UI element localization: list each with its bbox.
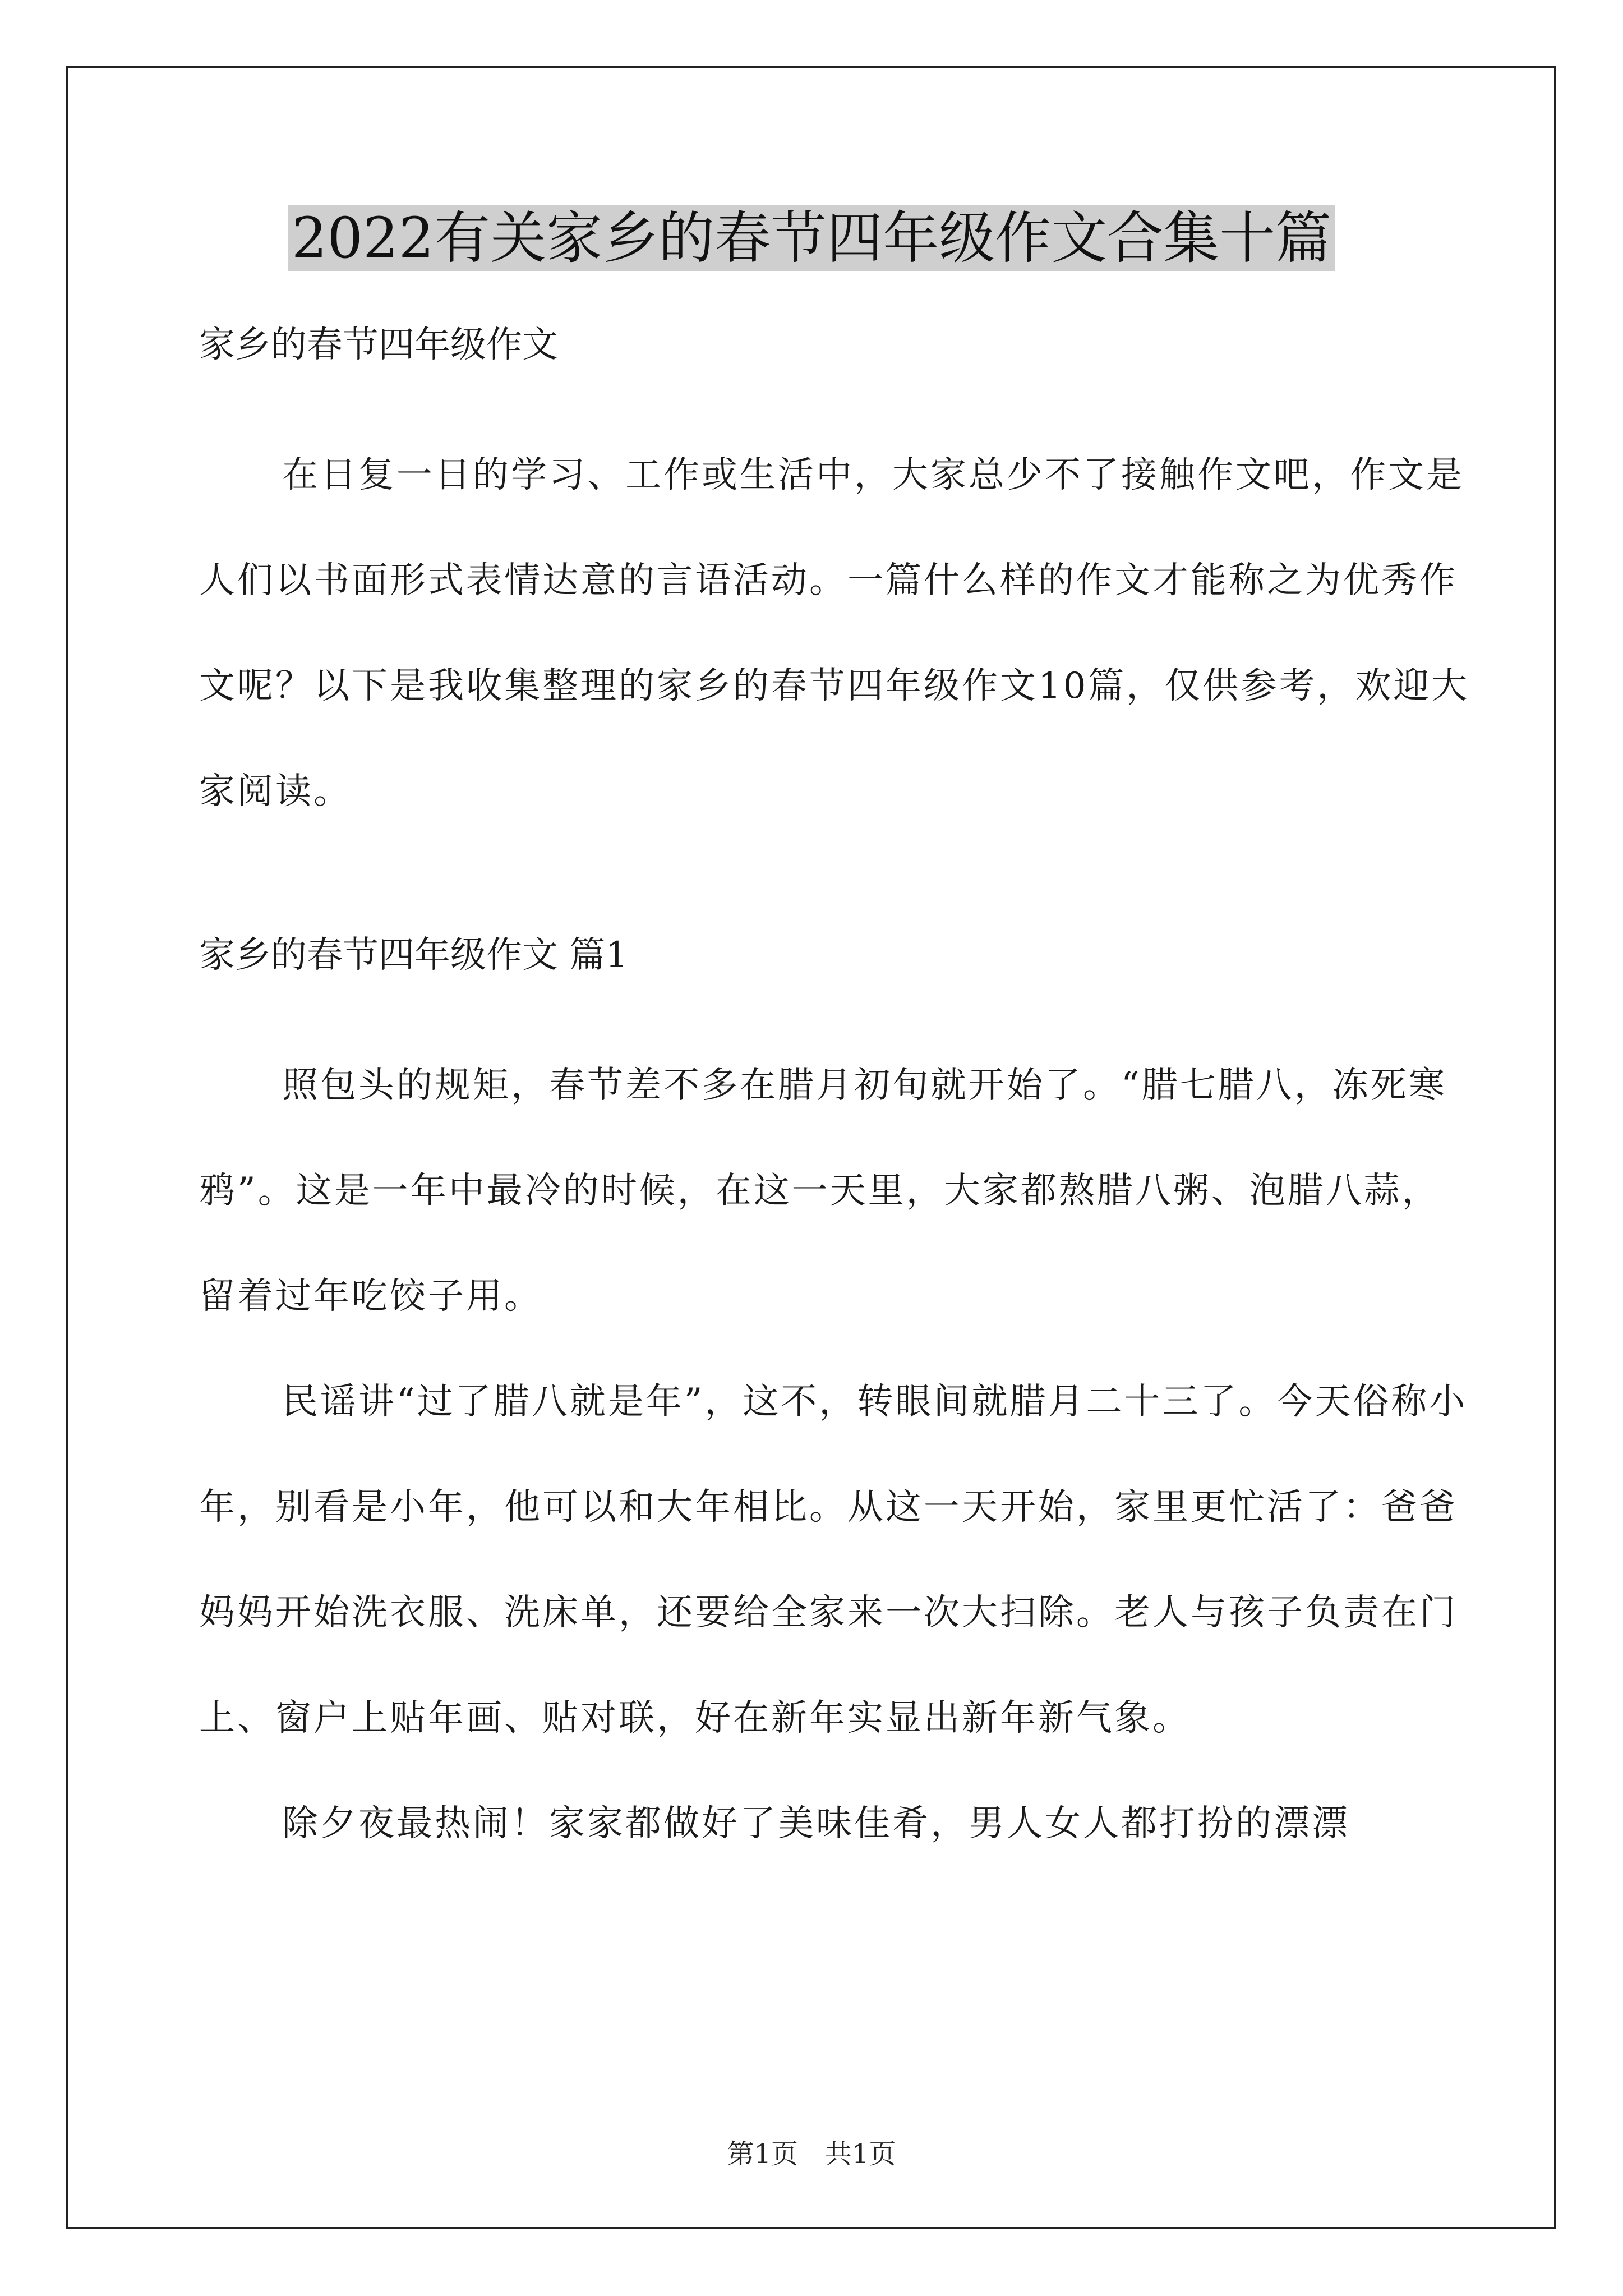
section1-heading: 家乡的春节四年级作文 篇1: [199, 935, 629, 976]
section-spacer: [199, 844, 1478, 927]
section1-paragraph-3: 除夕夜最热闹！家家都做好了美味佳肴，男人女人都打扮的漂漂: [282, 1803, 1350, 1844]
document-title: [0, 202, 1623, 275]
intro-heading: 家乡的春节四年级作文: [199, 324, 558, 366]
section1-paragraph-1: 照包头的规矩，春节差不多在腊月初旬就开始了。“腊七腊八，冻死寒鸦”。这是一年中最冷的时候，在这一天里，大家都熬腊八粥、泡腊八蒜，留着过年吃饺子用。: [199, 1065, 1447, 1317]
section1-paragraph-2: 民谣讲“过了腊八就是年”，这不，转眼间就腊月二十三了。今天俗称小年，别看是小年，他可以和大年相比。从这一天开始，家里更忙活了：爸爸妈妈开始洗衣服、洗床单，还要给全家来一次大扫除。老人与孩子负责在门上、窗户上贴年画、贴对联，好在新年实显出新年新气象。: [199, 1381, 1468, 1739]
document-body: [199, 317, 1478, 1876]
title-text: 2022有关家乡的春节四年级作文合集十篇: [288, 205, 1335, 271]
page-footer: 第1页 共1页: [727, 2138, 896, 2170]
intro-paragraph: 在日复一日的学习、工作或生活中，大家总少不了接触作文吧，作文是人们以书面形式表情达意的言语活动。一篇什么样的作文才能称之为优秀作文呢？以下是我收集整理的家乡的春节四年级作文10篇，仅供参考，欢迎大家阅读。: [199, 454, 1470, 812]
